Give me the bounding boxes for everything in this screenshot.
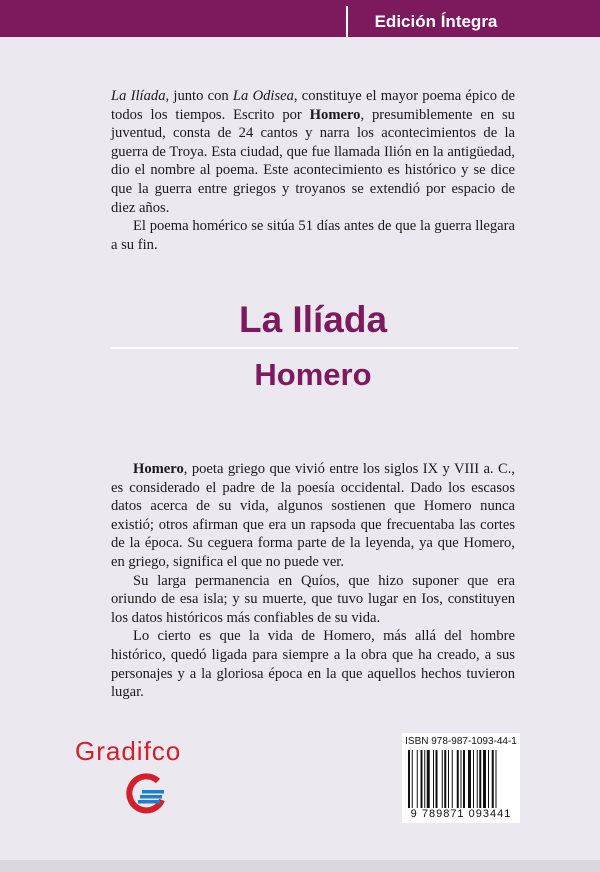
author-name-bold: Homero [309, 106, 361, 123]
bio-paragraph-3: Lo cierto es que la vida de Homero, más allá del hombre histórico, quedó ligada para siempre a la obra que ha creado, a sus personajes y a la gloriosa época en la que aquellos hechos tuvieron lugar. [111, 628, 515, 701]
barcode-bars [408, 750, 514, 808]
barcode-bar [412, 750, 413, 808]
barcode-bar [473, 750, 474, 808]
author-bio [111, 460, 515, 702]
barcode-bar [417, 750, 418, 808]
isbn-barcode [402, 733, 520, 823]
intro-text [111, 87, 515, 254]
g-logo-icon [124, 772, 168, 816]
isbn-label: ISBN 978-987-1093-44-1 [405, 736, 517, 747]
barcode-bar [436, 750, 438, 808]
barcode-bar [444, 750, 446, 808]
bio-author-bold: Homero [133, 461, 184, 477]
edition-label: Edición Íntegra [346, 6, 524, 37]
publisher-name: Gradifco [75, 736, 182, 766]
barcode-bar [492, 750, 494, 808]
barcode-bar [479, 750, 481, 808]
barcode-bar [408, 750, 410, 808]
bottom-edge [0, 860, 600, 872]
related-work-italic: La Odisea [232, 88, 294, 104]
barcode-bar [463, 750, 465, 808]
barcode-bar [433, 750, 434, 808]
barcode-bar [427, 750, 430, 808]
barcode-bar [477, 750, 478, 808]
book-author: Homero [254, 357, 372, 392]
barcode-bar [483, 750, 486, 808]
title-divider [110, 347, 518, 349]
barcode-bar [442, 750, 443, 808]
barcode-bar [496, 750, 497, 808]
bio-paragraph-1: Homero, poeta griego que vivió entre los siglos IX y VIII a. C., es considerado el padre de la poesía occidental. Dado los escasos datos acerca de su vida, algunos sostienen que Homero nunca existió; otros afirman que era un rapsoda que frecuentaba las cortes de la época. Su ceguera forma parte de la leyenda, ya que Homero, en griego, significa el que no puede ver. [111, 461, 515, 570]
barcode-bar [488, 750, 489, 808]
intro-paragraph-2: El poema homérico se sitúa 51 días antes de que la guerra llegara a su fin. [111, 218, 515, 253]
barcode-bar [448, 750, 449, 808]
barcode-digits: 9 789871 093441 [410, 808, 512, 820]
intro-paragraph-1: La Ilíada, junto con La Odisea, constituye el mayor poema épico de todos los tiempos. Escrito por Homero, presumiblemente en su juventud, consta de 24 cantos y narra los acontecimientos de la guerra de Troya. Esta ciudad, que fue llamada Ilión en la antigüedad, dio el nombre al poema. Este acontecimiento es histórico y se dice que la guerra entre griegos y troyanos se extendió por espacio de diez años. [111, 88, 516, 216]
barcode-bar [452, 750, 453, 808]
work-title-italic: La Ilíada [111, 88, 166, 104]
barcode-bar [421, 750, 423, 808]
barcode-bar [457, 750, 459, 808]
barcode-bar [468, 750, 471, 808]
barcode-bar [461, 750, 462, 808]
bio-paragraph-2: Su larga permanencia en Quíos, que hizo suponer que era oriundo de esa isla; y su muerte, que tuvo lugar en Ios, constituyen los datos históricos más confiables de su vida. [111, 572, 515, 626]
book-title: La Ilíada [238, 299, 388, 340]
barcode-bar [424, 750, 425, 808]
